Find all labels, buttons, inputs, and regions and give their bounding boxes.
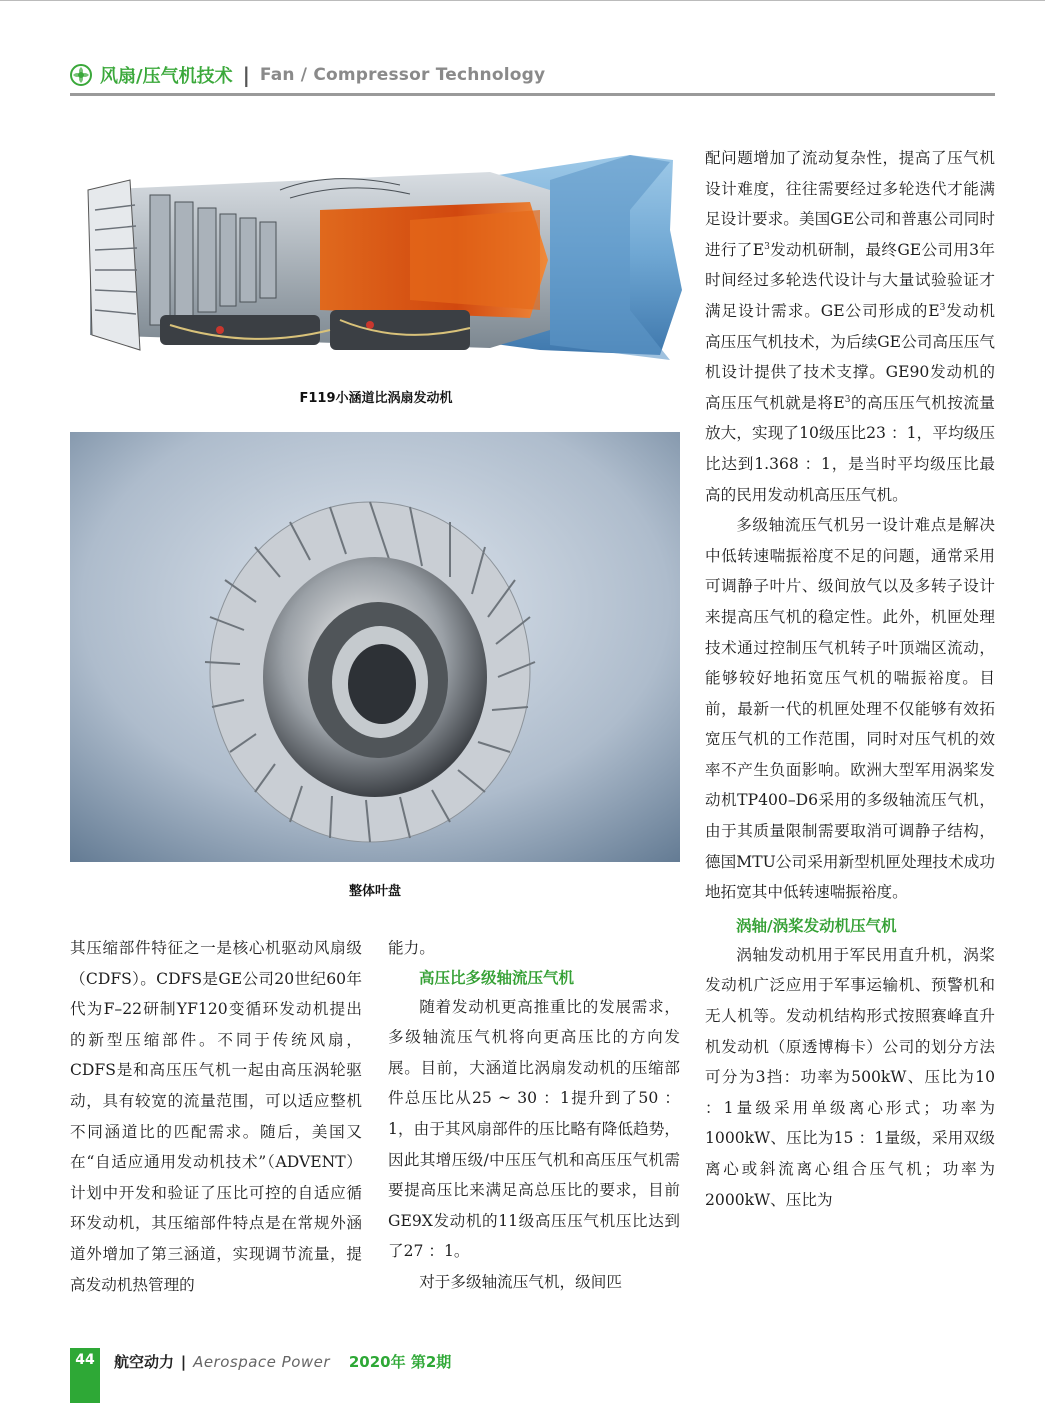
paragraph-continuation: 能力。 bbox=[388, 939, 435, 957]
journal-footer bbox=[114, 1351, 451, 1372]
paragraph: 配问题增加了流动复杂性，提高了压气机设计难度，往往需要经过多轮迭代才能满足设计要求。美国GE公司和普惠公司同时进行了$E^3$发动机研制，最终GE公司用3年时间经过多轮迭代设计与大量试验验证才满足设计需求。GE公司形成的$E^3$发动机高压压气机技术，为后续GE公司高压压气机设计提供了技术支撑。GE90发动机的高压压气机就是将$E^3$的高压压气机按流量放大，实现了10级压比23 ：1，平均级压比达到1.368 ：1，是当时平均级压比最高的民用发动机高压压气机。 bbox=[705, 149, 995, 504]
section-heading: 高压比多级轴流压气机 bbox=[419, 968, 575, 987]
page-number: 44 bbox=[75, 1352, 95, 1368]
middle-column bbox=[388, 933, 680, 1298]
paragraph: 涡轴发动机用于军民用直升机，涡桨发动机广泛应用于军事运输机、预警机和无人机等。发动机结构形式按照赛峰直升机发动机（原透博梅卡）公司的划分方法可分为3挡：功率为500kW、压比为10 ：1量级采用单级离心形式；功率为1000kW、压比为15 ：1量级，采用双级离心或斜流离心组合压气机；功率为2000kW、压比为 bbox=[705, 945, 995, 1209]
journal-issue: 2020年 第2期 bbox=[348, 1353, 452, 1371]
section-title-en: Fan / Compressor Technology bbox=[259, 65, 546, 85]
blisk-image bbox=[70, 432, 680, 862]
right-column bbox=[705, 143, 995, 1215]
top-border bbox=[0, 0, 1045, 1]
paragraph: 对于多级轴流压气机，级间匹 bbox=[419, 1272, 622, 1291]
paragraph: 随着发动机更高推重比的发展需求，多级轴流压气机将向更高压比的方向发展。目前，大涵道比涡扇发动机的压缩部件总压比从25 ~ 30 ：1提升到了50 ：1，由于其风扇部件的压比略有降低趋势，因此其增压级/中压压气机和高压压气机需要提高压比来满足高总压比的要求，目前GE9X发动机的11级高压压气机压比达到了27 ：1。 bbox=[388, 997, 680, 1261]
paragraph: 多级轴流压气机另一设计难点是解决中低转速喘振裕度不足的问题，通常采用可调静子叶片、级间放气以及多转子设计来提高压气机的稳定性。此外，机匣处理技术通过控制压气机转子叶顶端区流动，能够较好地拓宽压气机的喘振裕度。目前，最新一代的机匣处理不仅能够有效拓宽压气机的工作范围，同时对压气机的效率不产生负面影响。欧洲大型军用涡桨发动机TP400–D6采用的多级轴流压气机，由于其质量限制需要取消可调静子结构，德国MTU公司采用新型机匣处理技术成功地拓宽其中低转速喘振裕度。 bbox=[705, 516, 995, 902]
section-heading: 涡轴/涡桨发动机压气机 bbox=[736, 916, 897, 935]
header-rule bbox=[70, 93, 995, 96]
engine-cutaway-image bbox=[70, 150, 682, 372]
figure-caption-1: F119小涵道比涡扇发动机 bbox=[299, 391, 453, 406]
header-separator: | bbox=[242, 63, 250, 87]
fan-logo-icon bbox=[70, 64, 92, 86]
journal-name-cn: 航空动力 bbox=[114, 1353, 175, 1371]
footer-separator: | bbox=[180, 1353, 187, 1371]
section-header bbox=[70, 58, 545, 92]
left-column bbox=[70, 933, 362, 1300]
figure-caption-2: 整体叶盘 bbox=[348, 884, 401, 899]
paragraph: 其压缩部件特征之一是核心机驱动风扇级（CDFS）。CDFS是GE公司20世纪60年代为F–22研制YF120变循环发动机提出的新型压缩部件。不同于传统风扇，CDFS是和高压压气机一起由高压涡轮驱动，具有较宽的流量范围，可以适应整机不同涵道比的匹配需求。随后，美国又在“自适应通用发动机技术”（ADVENT）计划中开发和验证了压比可控的自适应循环发动机，其压缩部件特点是在常规外涵道外增加了第三涵道，实现调节流量，提高发动机热管理的 bbox=[70, 939, 362, 1294]
section-title-cn: 风扇/压气机技术 bbox=[100, 66, 233, 87]
journal-name-en: Aerospace Power bbox=[193, 1353, 331, 1371]
